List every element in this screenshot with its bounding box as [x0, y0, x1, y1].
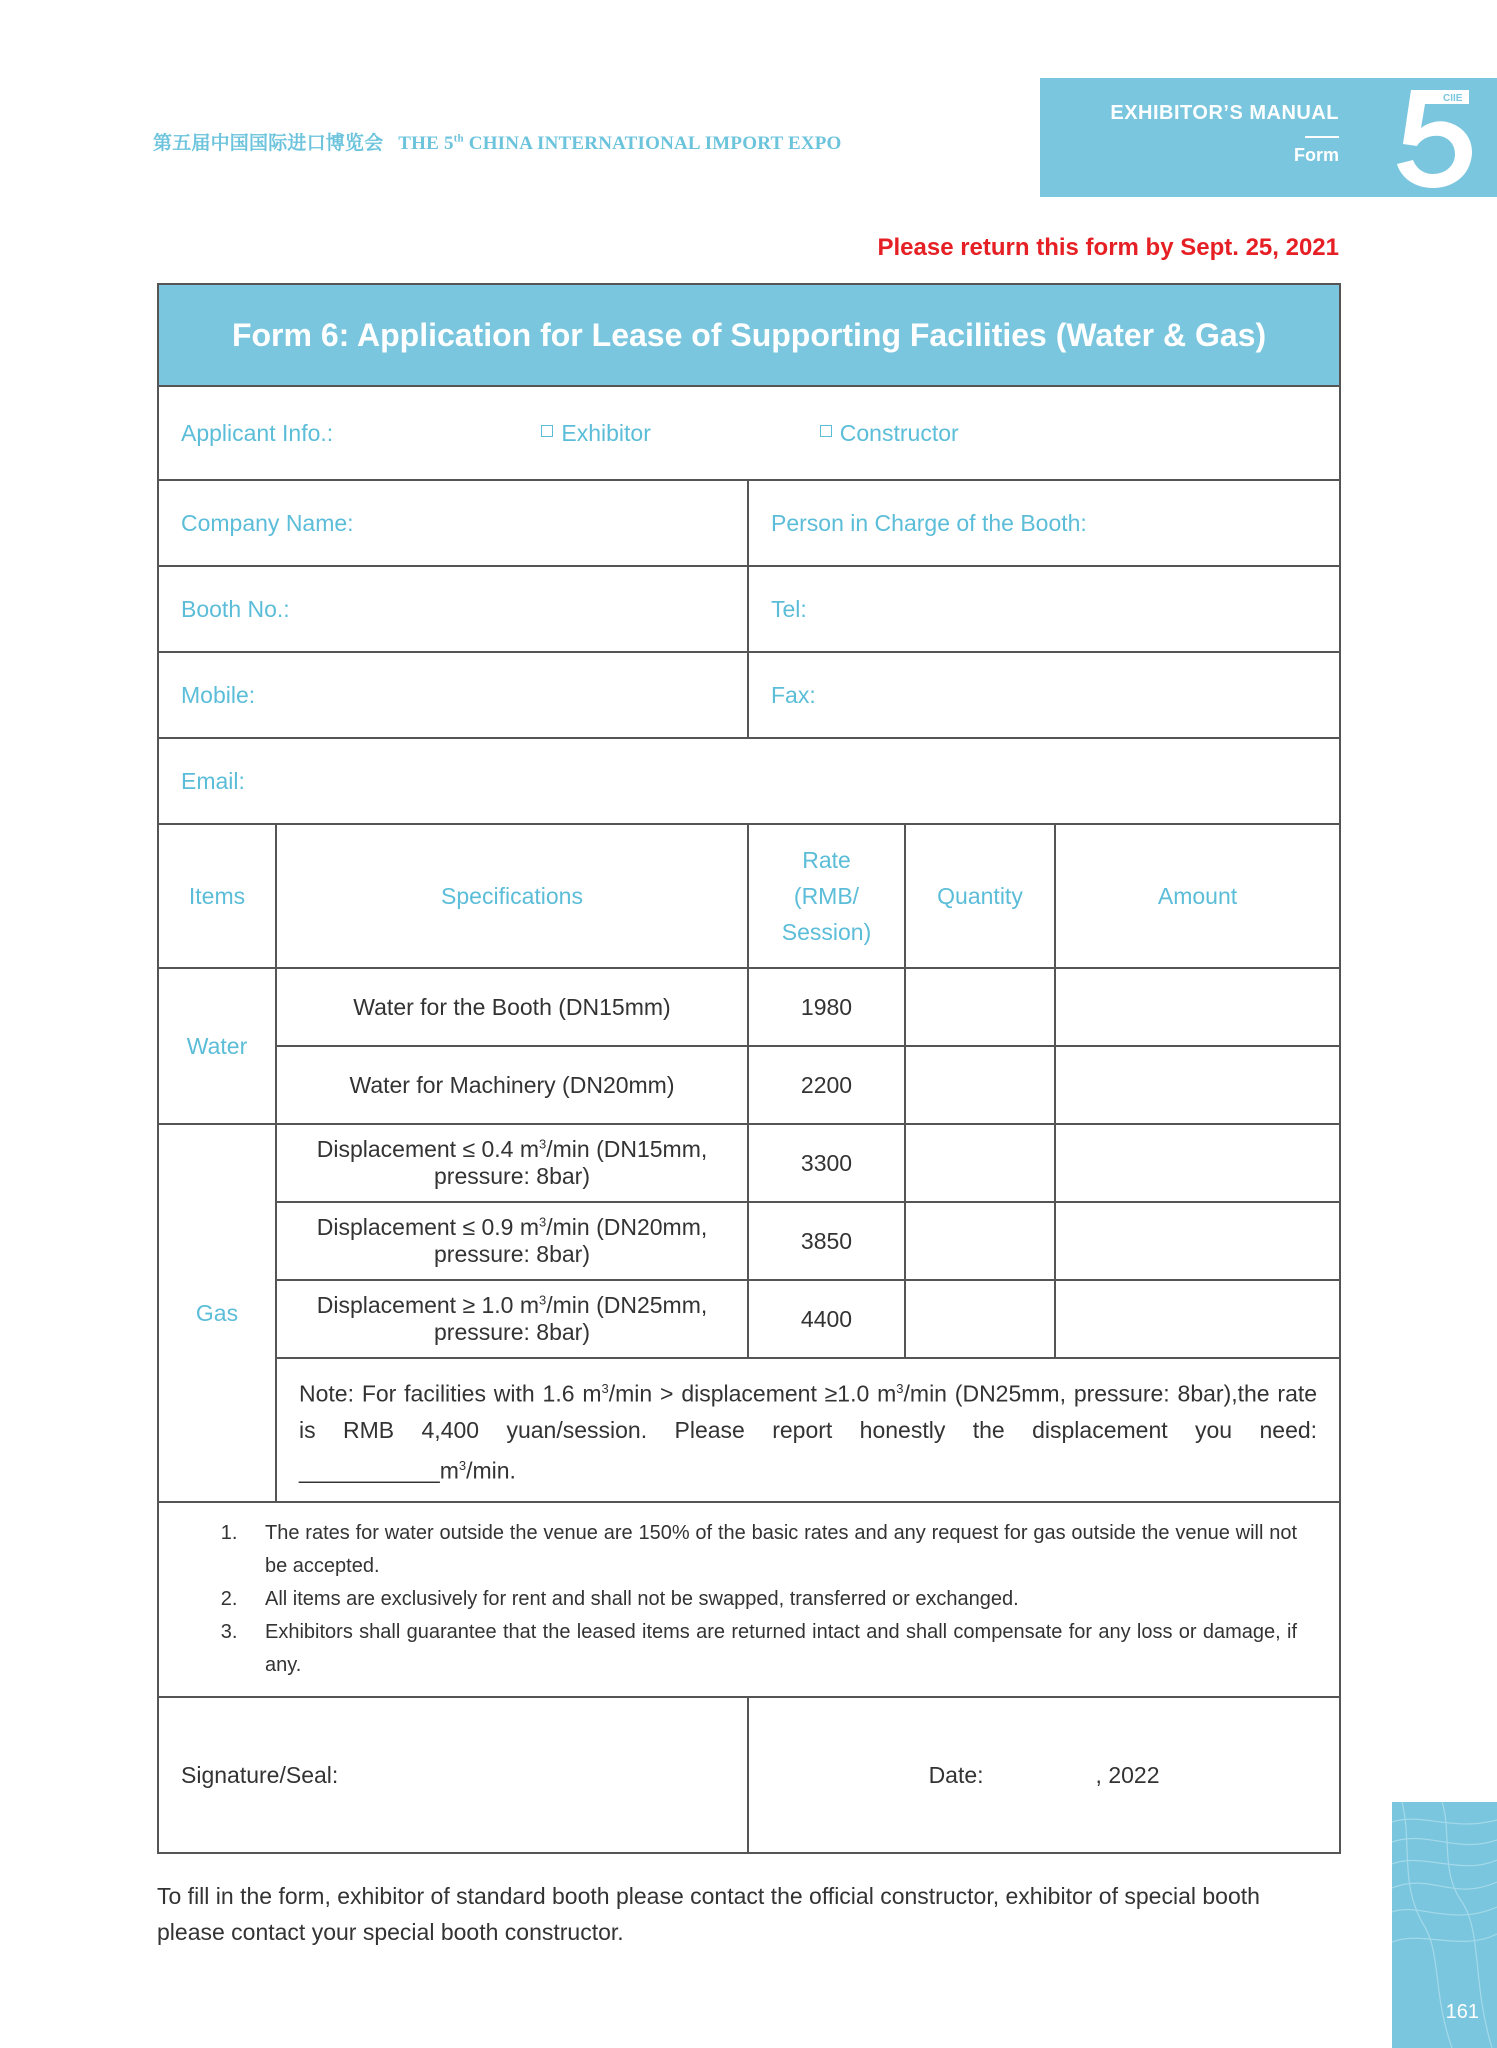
cubic-superscript: 3	[601, 1381, 609, 1397]
amount-cell[interactable]	[1055, 1202, 1340, 1280]
quantity-cell[interactable]	[905, 1280, 1055, 1358]
decorative-pattern-icon	[1392, 1802, 1497, 2048]
section-label: Form	[1294, 145, 1339, 165]
applicant-info-label: Applicant Info.:	[181, 419, 334, 446]
specifications-header: Specifications	[276, 824, 748, 968]
cubic-superscript: 3	[458, 1458, 467, 1473]
header-divider	[1305, 136, 1339, 138]
gas-spec-text: /min (DN20mm, pressure: 8bar)	[434, 1214, 708, 1267]
note-text: Note: For facilities with 1.6 m	[299, 1381, 602, 1407]
quantity-cell[interactable]	[905, 1202, 1055, 1280]
expo-title	[153, 128, 842, 155]
note-text: /min.	[466, 1457, 516, 1484]
fax-field[interactable]: Fax:	[748, 652, 1340, 738]
email-field[interactable]: Email:	[158, 738, 1340, 824]
rate-header-line3: Session)	[781, 919, 872, 945]
expo-title-en: CHINA INTERNATIONAL IMPORT EXPO	[468, 133, 842, 154]
mobile-field[interactable]: Mobile:	[158, 652, 748, 738]
note-text: /min > displacement ≥1.0 m	[608, 1381, 897, 1407]
logo-text: CIIE	[1443, 93, 1463, 104]
amount-header: Amount	[1055, 824, 1340, 968]
exhibitor-checkbox[interactable]	[541, 425, 553, 437]
quantity-cell[interactable]	[905, 1046, 1055, 1124]
gas-spec-text: /min (DN15mm, pressure: 8bar)	[434, 1136, 708, 1189]
person-in-charge-field[interactable]: Person in Charge of the Booth:	[748, 480, 1340, 566]
exhibitor-option[interactable]	[541, 420, 813, 447]
amount-cell[interactable]	[1055, 1046, 1340, 1124]
rules-list	[193, 1517, 1297, 1682]
water-spec: Water for Machinery (DN20mm)	[276, 1046, 748, 1124]
date-field[interactable]	[748, 1697, 1340, 1853]
water-rate: 1980	[748, 968, 905, 1046]
gas-spec-text: /min (DN25mm, pressure: 8bar)	[434, 1292, 708, 1345]
cubic-superscript: 3	[896, 1381, 904, 1397]
gas-category: Gas	[158, 1124, 276, 1502]
rate-header	[748, 824, 905, 968]
manual-label: EXHIBITOR’S MANUAL	[1110, 102, 1339, 124]
gas-spec-text: Displacement ≥ 1.0 m	[316, 1292, 539, 1318]
quantity-header: Quantity	[905, 824, 1055, 968]
application-form	[157, 283, 1341, 1854]
gas-rate: 3300	[748, 1124, 905, 1202]
table-row	[158, 1046, 1340, 1124]
tel-field[interactable]: Tel:	[748, 566, 1340, 652]
exhibitor-option-label: Exhibitor	[561, 419, 651, 446]
ordinal-suffix: th	[453, 132, 464, 145]
rules-list-cell	[158, 1502, 1340, 1697]
gas-spec	[276, 1124, 748, 1202]
water-spec: Water for the Booth (DN15mm)	[276, 968, 748, 1046]
amount-cell[interactable]	[1055, 968, 1340, 1046]
signature-field[interactable]	[158, 1697, 748, 1853]
rule-item: 2. All items are exclusively for rent and shall not be swapped, transferred or exchanged.	[243, 1583, 1297, 1616]
signature-label: Signature/Seal:	[181, 1761, 339, 1788]
expo-title-cn: 第五届中国国际进口博览会	[153, 133, 384, 154]
amount-cell[interactable]	[1055, 1124, 1340, 1202]
quantity-cell[interactable]	[905, 968, 1055, 1046]
cubic-superscript: 3	[539, 1136, 547, 1152]
expo-title-en-prefix: THE 5	[398, 133, 454, 154]
table-row	[158, 1124, 1340, 1202]
gas-spec	[276, 1280, 748, 1358]
cubic-superscript: 3	[539, 1214, 547, 1230]
constructor-option[interactable]	[820, 420, 959, 447]
page-side-tab	[1392, 1802, 1497, 2048]
date-label: Date:	[928, 1761, 984, 1788]
gas-spec	[276, 1202, 748, 1280]
cubic-superscript: 3	[539, 1292, 547, 1308]
manual-header-box	[1040, 78, 1497, 197]
note-text: /min (DN25mm, pressure: 8bar),the rate is RMB 4,400 yuan/session. Please report honestly the displacement you need: ___________m	[299, 1381, 1318, 1484]
booth-no-field[interactable]: Booth No.:	[158, 566, 748, 652]
gas-rate: 4400	[748, 1280, 905, 1358]
rate-header-line1: Rate	[802, 847, 851, 873]
form-title: Form 6: Application for Lease of Supporting Facilities (Water & Gas)	[158, 284, 1340, 386]
gas-spec-text: Displacement ≤ 0.4 m	[316, 1136, 539, 1162]
applicant-info-row	[158, 386, 1340, 480]
date-year: , 2022	[1095, 1761, 1160, 1788]
table-row	[158, 968, 1340, 1046]
ciie-5-logo-icon	[1381, 80, 1481, 192]
constructor-option-label: Constructor	[839, 419, 959, 446]
company-name-field[interactable]: Company Name:	[158, 480, 748, 566]
rule-item: 1. The rates for water outside the venue are 150% of the basic rates and any request for gas outside the venue will not be accepted.	[243, 1517, 1297, 1583]
gas-spec-text: Displacement ≤ 0.9 m	[316, 1214, 539, 1240]
return-deadline: Please return this form by Sept. 25, 2021	[877, 234, 1339, 261]
footer-note: To fill in the form, exhibitor of standard booth please contact the official constructor, exhibitor of special booth please contact your special booth constructor.	[157, 1883, 1260, 1945]
water-rate: 2200	[748, 1046, 905, 1124]
table-row	[158, 1202, 1340, 1280]
table-row	[158, 1280, 1340, 1358]
rate-header-line2: (RMB/	[793, 883, 860, 909]
displacement-note	[276, 1358, 1340, 1502]
amount-cell[interactable]	[1055, 1280, 1340, 1358]
quantity-cell[interactable]	[905, 1124, 1055, 1202]
items-header: Items	[158, 824, 276, 968]
gas-rate: 3850	[748, 1202, 905, 1280]
page-number: 161	[1445, 2001, 1479, 2023]
constructor-checkbox[interactable]	[820, 425, 832, 437]
water-category: Water	[158, 968, 276, 1124]
rule-item: 3. Exhibitors shall guarantee that the leased items are returned intact and shall compensate for any loss or damage, if any.	[243, 1616, 1297, 1682]
